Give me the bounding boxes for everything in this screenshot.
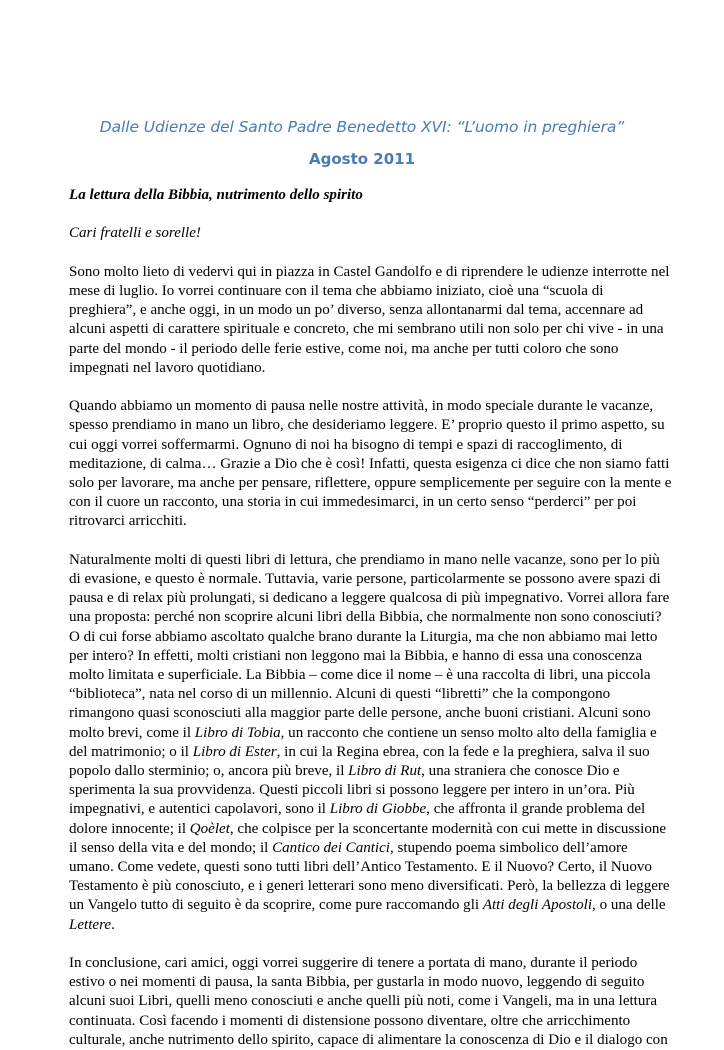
text-run: solo per lavorare, ma anche per pensare, riflettere, oppure semplicemente per seguire con la mente e	[69, 475, 672, 491]
text-line	[69, 512, 659, 531]
text-line	[69, 416, 665, 435]
text-line	[69, 436, 659, 455]
text-run: cui oggi vorrei soffermarmi. Ognuno di noi ha bisogno di tempi e spazi di raccoglimento, di	[69, 436, 623, 453]
text-run: rimangono quasi sconosciuti alla maggior parte delle persone, anche buoni cristiani. Alcuni sono	[69, 705, 651, 722]
text-line	[69, 1031, 668, 1050]
text-line	[69, 954, 659, 973]
text-run: alcuni suoi Libri, quelli meno conosciuti e anche quelli più noti, come i Vangeli, ma in una lettura	[69, 993, 658, 1010]
text-line	[69, 839, 659, 858]
text-run: preghiera”, e anche oggi, in un modo un po’ diverso, senza allontanarmi dal tema, accennare ad	[69, 302, 644, 319]
body-paragraph	[69, 551, 670, 935]
text-line	[69, 762, 659, 781]
text-line	[69, 781, 659, 800]
text-run: meditazione, di calma… Grazie a Dio che è così! Infatti, questa esigenza ci dice che non siamo fatti	[69, 455, 670, 472]
text-run: dolore innocente; il	[69, 820, 190, 837]
body-paragraph	[69, 263, 670, 378]
text-run: Naturalmente molti di questi libri di lettura, che prendiamo in mano nelle vacanze, sono per lo più	[69, 551, 660, 568]
text-line	[69, 877, 670, 896]
text-line	[69, 263, 670, 282]
text-run: .	[111, 916, 115, 933]
book-title: Libro di Ester	[192, 743, 277, 760]
text-run: , che colpisce per la sconcertante modernità con cui mette in discussione	[229, 820, 667, 837]
text-run: In conclusione, cari amici, oggi vorrei suggerire di tenere a portata di mano, durante il periodo	[69, 955, 638, 972]
text-run: pausa e di relax più prolungati, si dedicano a leggere qualcosa di più impegnativo. Vorrei allora fare	[69, 590, 670, 607]
body-paragraph	[69, 954, 668, 1050]
article-salutation: Cari fratelli e sorelle!	[69, 225, 201, 242]
text-line	[69, 570, 659, 589]
text-run: mese di luglio. Io vorrei continuare con il tema che abbiamo iniziato, cioè una “scuola di	[69, 282, 604, 299]
text-line	[69, 896, 666, 915]
text-run: Quando abbiamo un momento di pausa nelle nostre attività, in modo speciale durante le vacanze,	[69, 398, 654, 415]
text-run: umano. Come vedete, questi sono tutti libri dell’Antico Testamento. E il Nuovo? Certo, il Nuovo	[69, 859, 652, 876]
book-title: Cantico dei Cantici	[272, 839, 390, 856]
text-line	[69, 647, 659, 666]
text-line	[69, 589, 670, 608]
text-line	[69, 992, 659, 1011]
book-title: Libro di Rut	[348, 763, 422, 780]
text-run: sperimenta la sua provvidenza. Questi piccoli libri si possono leggere per intero in un’ora. Più	[69, 782, 635, 799]
text-line	[69, 916, 659, 935]
text-run: parte del mondo - il periodo delle ferie estive, come noi, ma anche per tutti coloro che sono	[69, 340, 619, 357]
text-run: , in cui la Regina ebrea, con la fede e la preghiera, salva il suo	[276, 743, 650, 760]
text-run: , un racconto che contiene un senso molto alto della famiglia e	[280, 724, 657, 741]
text-line	[69, 858, 659, 877]
text-line	[69, 608, 662, 627]
text-run: estivo o nei momenti di pausa, la santa Bibbia, per gustarla in modo nuovo, leggendo di seguito	[69, 974, 645, 991]
text-run: ritrovarci arricchiti.	[69, 513, 187, 530]
text-run: continuata. Così facendo i momenti di distensione possono diventare, oltre che arricchimento	[69, 1012, 631, 1029]
text-line	[69, 551, 659, 570]
text-line	[69, 685, 659, 704]
body-paragraph	[69, 397, 672, 531]
text-run: O di cui forse abbiamo ascoltato qualche brano durante la Liturgia, ma che non abbiamo mai letto	[69, 628, 658, 645]
text-run: impegnati nel lavoro quotidiano.	[69, 359, 266, 376]
text-run: molto brevi, come il	[69, 724, 195, 741]
text-line	[69, 704, 659, 723]
text-run: una proposta: perché non scoprire alcuni libri della Bibbia, che normalmente non sono conosciuti?	[69, 609, 662, 626]
article-paragraphs	[69, 263, 672, 1050]
text-run: alcuni aspetti di carattere spirituale e concreto, che mi sembrano utili non solo per chi vive - in una	[69, 321, 664, 338]
document-title: Dalle Udienze del Santo Padre Benedetto XVI: “L’uomo in preghiera”	[99, 118, 625, 136]
text-run: di evasione, e questo è normale. Tuttavia, varie persone, particolarmente se possono avere spazi di	[69, 571, 661, 587]
text-line	[69, 666, 659, 685]
document-date: Agosto 2011	[308, 150, 416, 168]
article-subtitle: La lettura della Bibbia, nutrimento dello spirito	[69, 187, 363, 203]
text-run: il senso della vita e del mondo; il	[69, 839, 273, 856]
text-run: “biblioteca”, nata nel corso di un millennio. Alcuni di questi “libretti” che la compongono	[69, 686, 611, 703]
text-run: impegnativi, e autentici capolavori, sono il	[69, 801, 330, 818]
text-line	[69, 301, 659, 320]
text-line	[69, 628, 659, 647]
text-line	[69, 455, 670, 474]
text-line	[69, 282, 659, 301]
text-run: del matrimonio; o il	[69, 743, 193, 760]
text-run: popolo dallo sterminio; o, ancora più breve, il	[69, 763, 349, 780]
text-line	[69, 320, 664, 339]
text-run: , una straniera che conosce Dio e	[421, 763, 620, 780]
book-title: Libro di Giobbe	[329, 801, 427, 818]
book-title: Atti degli Apostoli	[482, 897, 593, 914]
text-line	[69, 800, 659, 819]
book-title: Lettere	[69, 916, 112, 933]
text-line	[69, 743, 659, 762]
text-run: spesso prendiamo in mano un libro, che desideriamo leggere. E’ proprio questo il primo aspetto, su	[69, 417, 665, 434]
text-run: , o una delle	[592, 897, 666, 914]
text-line	[69, 397, 659, 416]
text-run: per intero? In effetti, molti cristiani non leggono mai la Bibbia, e hanno di essa una conoscenza	[69, 647, 643, 664]
text-line	[69, 340, 659, 359]
text-run: un Vangelo tutto di seguito è da scoprire, come pure raccomando gli	[69, 897, 483, 914]
article-body	[69, 186, 672, 1050]
text-line	[69, 973, 659, 992]
text-line	[69, 474, 672, 493]
text-run: Sono molto lieto di vedervi qui in piazza in Castel Gandolfo e di riprendere le udienze interrotte nel	[69, 263, 670, 280]
text-line	[69, 1012, 659, 1031]
text-line	[69, 724, 659, 743]
text-run: con il cuore un racconto, una storia in cui immedesimarci, in un certo senso “perderci” per poi	[69, 494, 637, 511]
text-run: molto limitata e superficiale. La Bibbia – come dice il nome – è una raccolta di libri, una piccola	[69, 667, 651, 684]
book-title: Libro di Tobia	[194, 724, 281, 741]
text-run: culturale, anche nutrimento dello spirito, capace di alimentare la conoscenza di Dio e il dialogo con	[69, 1031, 668, 1048]
text-line	[69, 359, 659, 378]
text-line	[69, 493, 659, 512]
book-title: Qoèlet	[189, 820, 230, 837]
text-line	[69, 820, 667, 839]
text-run: Testamento è più conosciuto, e i generi letterari sono meno diversificati. Però, la bellezza di leggere	[69, 878, 670, 895]
text-run: , stupendo poema simbolico dell’amore	[389, 839, 628, 856]
text-run: , che affronta il grande problema del	[426, 801, 646, 818]
